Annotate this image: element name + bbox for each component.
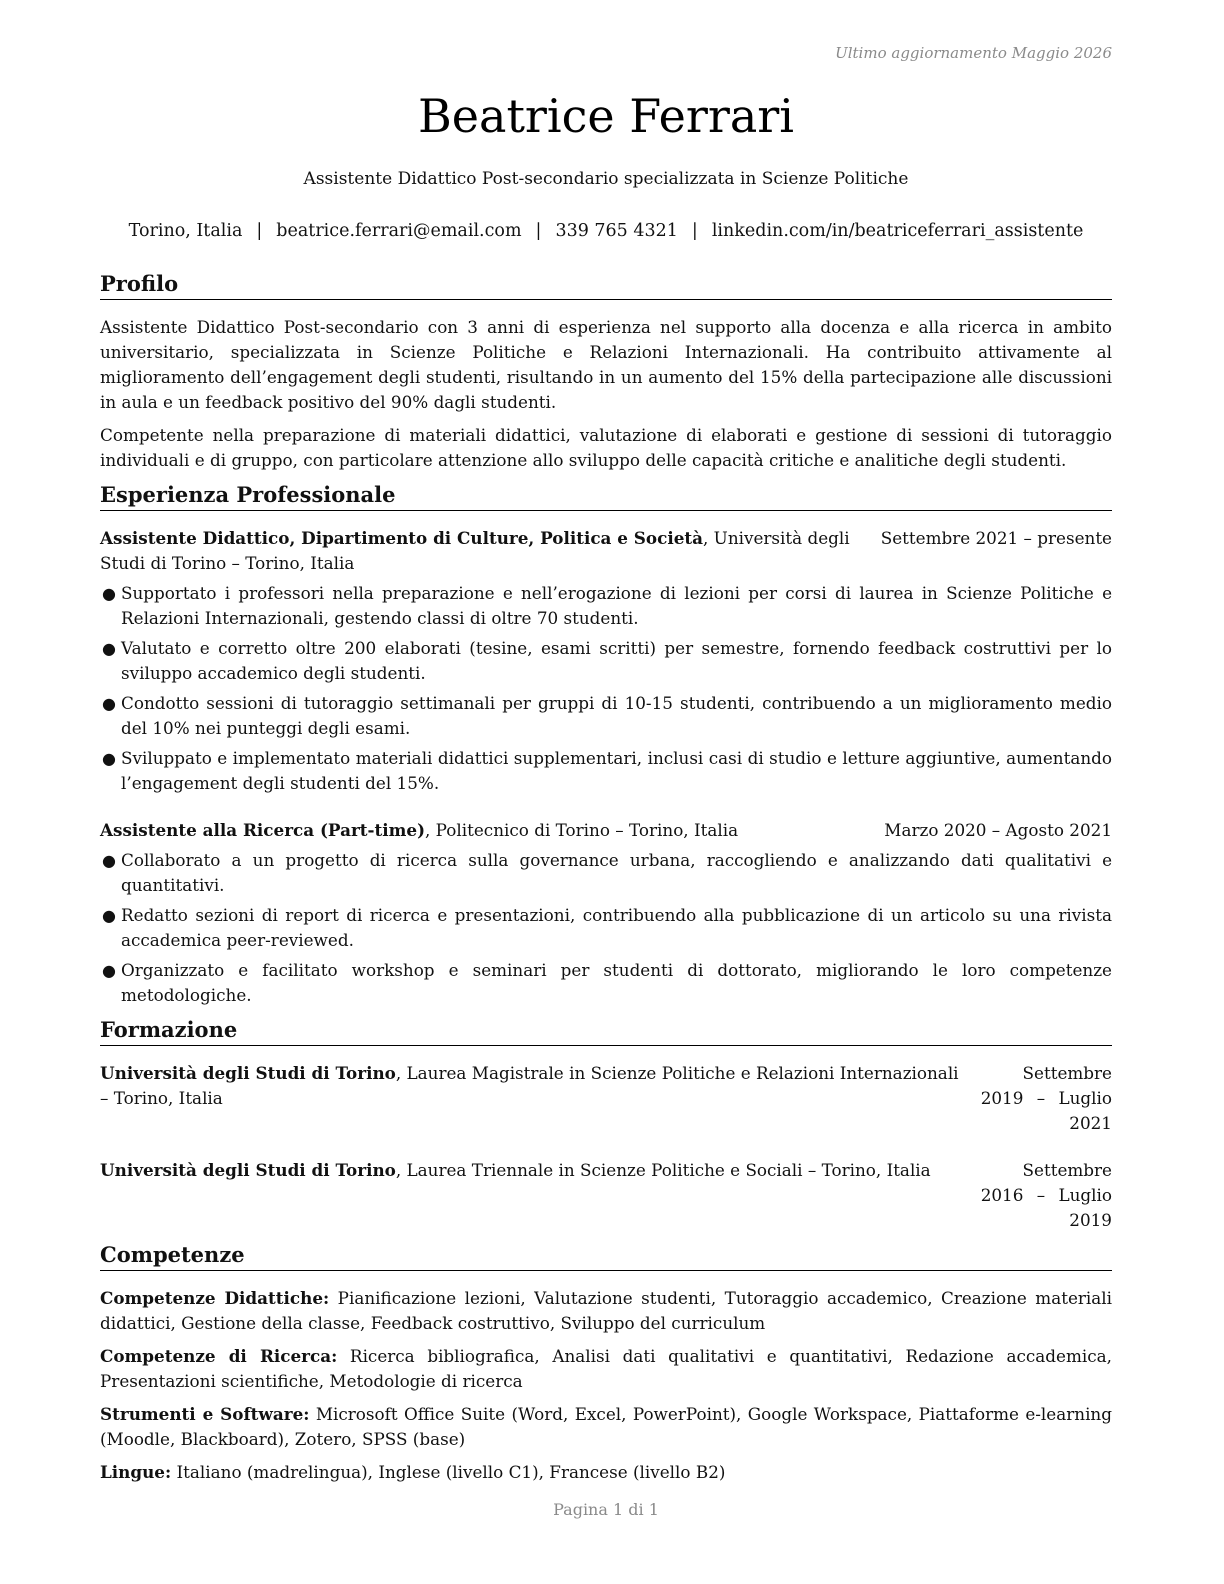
education-dates: Settembre 2016 – Luglio 2019 (980, 1160, 1112, 1230)
bullet-icon: ● (102, 639, 116, 658)
job-bullet (100, 746, 1112, 796)
skill-row (100, 1286, 1112, 1336)
profile-paragraph: Competente nella preparazione di materiali didattici, valutazione di elaborati e gestione di sessioni di tutoraggio individuali e di gruppo, con particolare attenzione allo sviluppo delle capacità critiche e analitiche degli studenti. (100, 425, 1112, 470)
job-dates: Marzo 2020 – Agosto 2021 (884, 820, 1112, 840)
skill-text: Ricerca bibliografica, Analisi dati qualitativi e quantitativi, Redazione accademica, Presentazioni scientifiche, Metodologie di ricerca (100, 1346, 1112, 1391)
job-entry (100, 818, 1112, 1008)
job-bullet (100, 636, 1112, 686)
resume-page (100, 0, 1112, 1584)
contact-email[interactable]: beatrice.ferrari@email.com (276, 221, 522, 241)
candidate-name: Beatrice Ferrari (418, 89, 794, 143)
job-title-line (100, 526, 875, 576)
job-role: Assistente alla Ricerca (Part-time) (100, 820, 426, 840)
job-bullet (100, 958, 1112, 1008)
education-degree: , Laurea Magistrale in Scienze Politiche e Relazioni Internazionali – Torino, Italia (100, 1063, 959, 1108)
section-title-profile: Profilo (100, 270, 1112, 300)
education-title-line (100, 1061, 961, 1111)
job-entry (100, 526, 1112, 796)
job-bullet-text: Condotto sessioni di tutoraggio settimanali per gruppi di 10-15 studenti, contribuendo a un miglioramento medio del 10% nei punteggi degli esami. (121, 693, 1112, 738)
bullet-icon: ● (102, 749, 116, 768)
resume-body (100, 270, 1112, 1493)
skill-row (100, 1402, 1112, 1452)
job-bullets (100, 848, 1112, 1008)
contact-line (100, 219, 1112, 243)
education-school: Università degli Studi di Torino (100, 1063, 396, 1083)
education-section (100, 1016, 1112, 1233)
skill-row (100, 1344, 1112, 1394)
skill-text: Italiano (madrelingua), Inglese (livello C1), Francese (livello B2) (171, 1462, 726, 1482)
education-school: Università degli Studi di Torino (100, 1160, 396, 1180)
skill-label: Strumenti e Software: (100, 1404, 310, 1424)
contact-separator: | (256, 221, 263, 241)
skills-section (100, 1241, 1112, 1485)
bullet-icon: ● (102, 584, 116, 603)
skill-text: Pianificazione lezioni, Valutazione studenti, Tutoraggio accademico, Creazione materiali didattici, Gestione della classe, Feedback costruttivo, Sviluppo del curriculum (100, 1288, 1112, 1333)
skill-label: Competenze di Ricerca: (100, 1346, 338, 1366)
last-updated: Ultimo aggiornamento Maggio 2026 (835, 44, 1112, 62)
job-bullet-text: Valutato e corretto oltre 200 elaborati (tesine, esami scritti) per semestre, fornendo feedback costruttivi per lo sviluppo accademico degli studenti. (121, 638, 1112, 683)
profile-section (100, 270, 1112, 473)
contact-location: Torino, Italia (128, 221, 243, 241)
job-bullet (100, 903, 1112, 953)
tagline: Assistente Didattico Post-secondario specializzata in Scienze Politiche (303, 169, 909, 189)
job-title-line (100, 818, 878, 843)
bullet-icon: ● (102, 694, 116, 713)
job-organization: , Politecnico di Torino – Torino, Italia (425, 820, 739, 840)
job-organization: , Università degli Studi di Torino – Torino, Italia (100, 528, 850, 573)
job-header (100, 818, 1112, 843)
skill-label: Competenze Didattiche: (100, 1288, 330, 1308)
section-title-skills: Competenze (100, 1241, 1112, 1271)
job-bullet-text: Sviluppato e implementato materiali didattici supplementari, inclusi casi di studio e letture aggiuntive, aumentando l’engagement degli studenti del 15%. (121, 748, 1112, 793)
skill-label: Lingue: (100, 1462, 172, 1482)
job-bullet-text: Redatto sezioni di report di ricerca e presentazioni, contribuendo alla pubblicazione di un articolo su una rivista accademica peer-reviewed. (121, 905, 1112, 950)
page-number: Pagina 1 di 1 (553, 1500, 659, 1519)
job-bullets (100, 581, 1112, 796)
education-entry (100, 1158, 1112, 1233)
job-bullet (100, 848, 1112, 898)
contact-separator: | (535, 221, 542, 241)
education-header (100, 1061, 1112, 1136)
bullet-icon: ● (102, 961, 116, 980)
contact-phone[interactable]: 339 765 4321 (555, 221, 678, 241)
education-title-line (100, 1158, 961, 1183)
section-title-education: Formazione (100, 1016, 1112, 1046)
education-entry (100, 1061, 1112, 1136)
skill-row (100, 1460, 1112, 1485)
job-bullet-text: Supportato i professori nella preparazione e nell’erogazione di lezioni per corsi di laurea in Scienze Politiche e Relazioni Internazionali, gestendo classi di oltre 70 studenti. (121, 583, 1112, 628)
job-role: Assistente Didattico, Dipartimento di Culture, Politica e Società (100, 528, 704, 548)
job-bullet (100, 581, 1112, 631)
job-bullet (100, 691, 1112, 741)
job-dates: Settembre 2021 – presente (880, 528, 1112, 548)
education-degree: , Laurea Triennale in Scienze Politiche e Sociali – Torino, Italia (395, 1160, 931, 1180)
job-bullet-text: Collaborato a un progetto di ricerca sulla governance urbana, raccogliendo e analizzando dati qualitativi e quantitativi. (121, 850, 1112, 895)
section-title-experience: Esperienza Professionale (100, 481, 1112, 511)
bullet-icon: ● (102, 906, 116, 925)
profile-paragraph: Assistente Didattico Post-secondario con 3 anni di esperienza nel supporto alla docenza e alla ricerca in ambito universitario, specializzata in Scienze Politiche e Relazioni Internazionali. Ha contribuito attivamente al miglioramento dell’engagement degli studenti, risultando in un aumento del 15% della partecipazione alle discussioni in aula e un feedback positivo del 90% dagli studenti. (100, 317, 1112, 412)
job-header (100, 526, 1112, 576)
job-bullet-text: Organizzato e facilitato workshop e seminari per studenti di dottorato, migliorando le loro competenze metodologiche. (121, 960, 1112, 1005)
experience-section (100, 481, 1112, 1008)
bullet-icon: ● (102, 851, 116, 870)
contact-separator: | (691, 221, 698, 241)
education-dates: Settembre 2019 – Luglio 2021 (980, 1063, 1112, 1133)
contact-linkedin[interactable]: linkedin.com/in/beatriceferrari_assistente (711, 221, 1084, 241)
skill-text: Microsoft Office Suite (Word, Excel, PowerPoint), Google Workspace, Piattaforme e-learning (Moodle, Blackboard), Zotero, SPSS (base) (100, 1404, 1112, 1449)
education-header (100, 1158, 1112, 1233)
